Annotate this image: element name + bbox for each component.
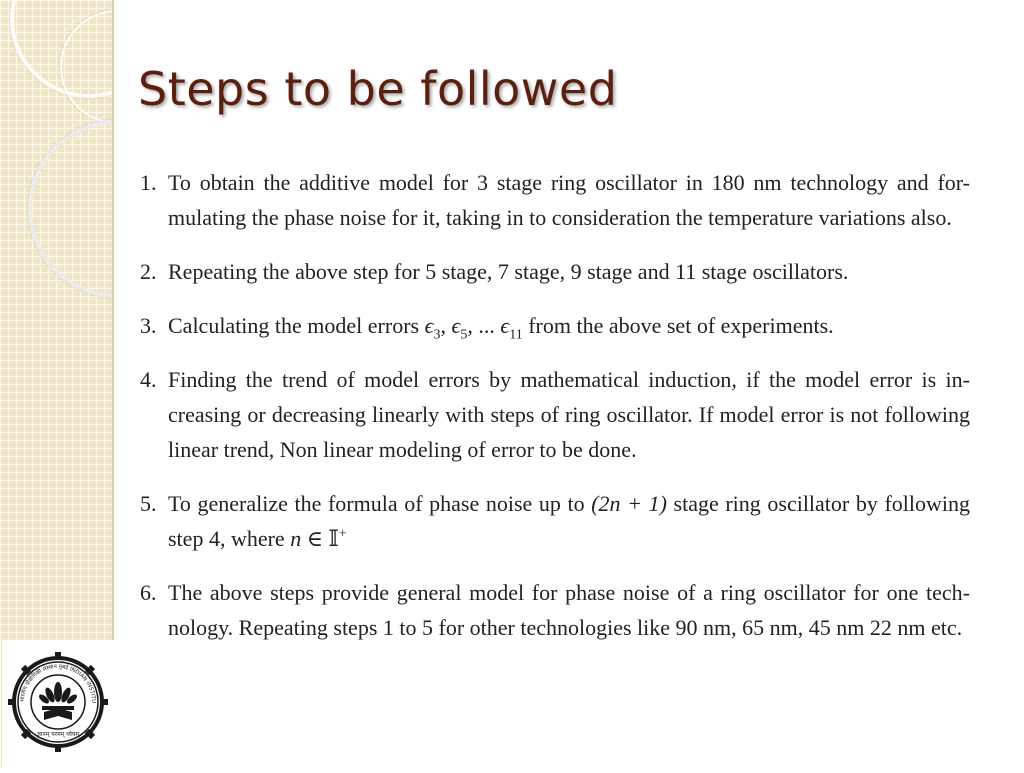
step-text: The above steps provide general model for phase noise of a ring oscillator for one tech-nology. Repeating steps 1 to 5 for other technologies like 90 nm, 65 nm, 45 nm 22 nm etc. [168,580,970,640]
formula: (2n + 1) [591,491,667,516]
slide-title: Steps to be followed [138,62,618,116]
list-item [140,165,970,235]
step-text: Repeating the above step for 5 stage, 7 stage, 9 stage and 11 stage oscillators. [168,259,849,284]
iit-bombay-emblem-icon [2,640,114,768]
step-text: Calculating the model errors $\epsilon_3$, $\epsilon_5$, ... $\epsilon_{11}$ from the above set of experiments. [168,313,834,343]
step-number: 2. [140,259,157,284]
list-item [140,575,970,645]
step-text: To obtain the additive model for 3 stage ring oscillator in 180 nm technology and for-mulating the phase noise for it, taking in to consideration the temperature variations also. [168,170,970,230]
step-number: 4. [140,367,157,392]
steps-list [140,165,970,664]
list-item [140,308,970,343]
svg-text:भारतीय प्रौद्योगिकी संस्थान मु: भारतीय प्रौद्योगिकी संस्थान मुंबई INDIAN INSTITU [19,663,97,704]
step-number: 6. [140,580,157,605]
institute-logo [2,640,114,768]
list-item [140,486,970,556]
decorative-ring [28,120,112,298]
step-number: 1. [140,170,157,195]
step-text: Finding the trend of model errors by mathematical induction, if the model error is in-creasing or decreasing linearly with steps of ring oscillator. If model error is not following linear trend, Non linear modeling of error to be done. [168,367,970,462]
svg-text:ज्ञानम् परमम् ध्येयम्: ज्ञानम् परमम् ध्येयम् [37,731,79,738]
list-item [140,362,970,467]
step-number: 5. [140,491,157,516]
step-text: To generalize the formula of phase noise up to (2n + 1) stage ring oscillator by following step 4, where n ∈ 𝕀+ [168,491,971,551]
list-item [140,254,970,289]
step-number: 3. [140,313,157,338]
